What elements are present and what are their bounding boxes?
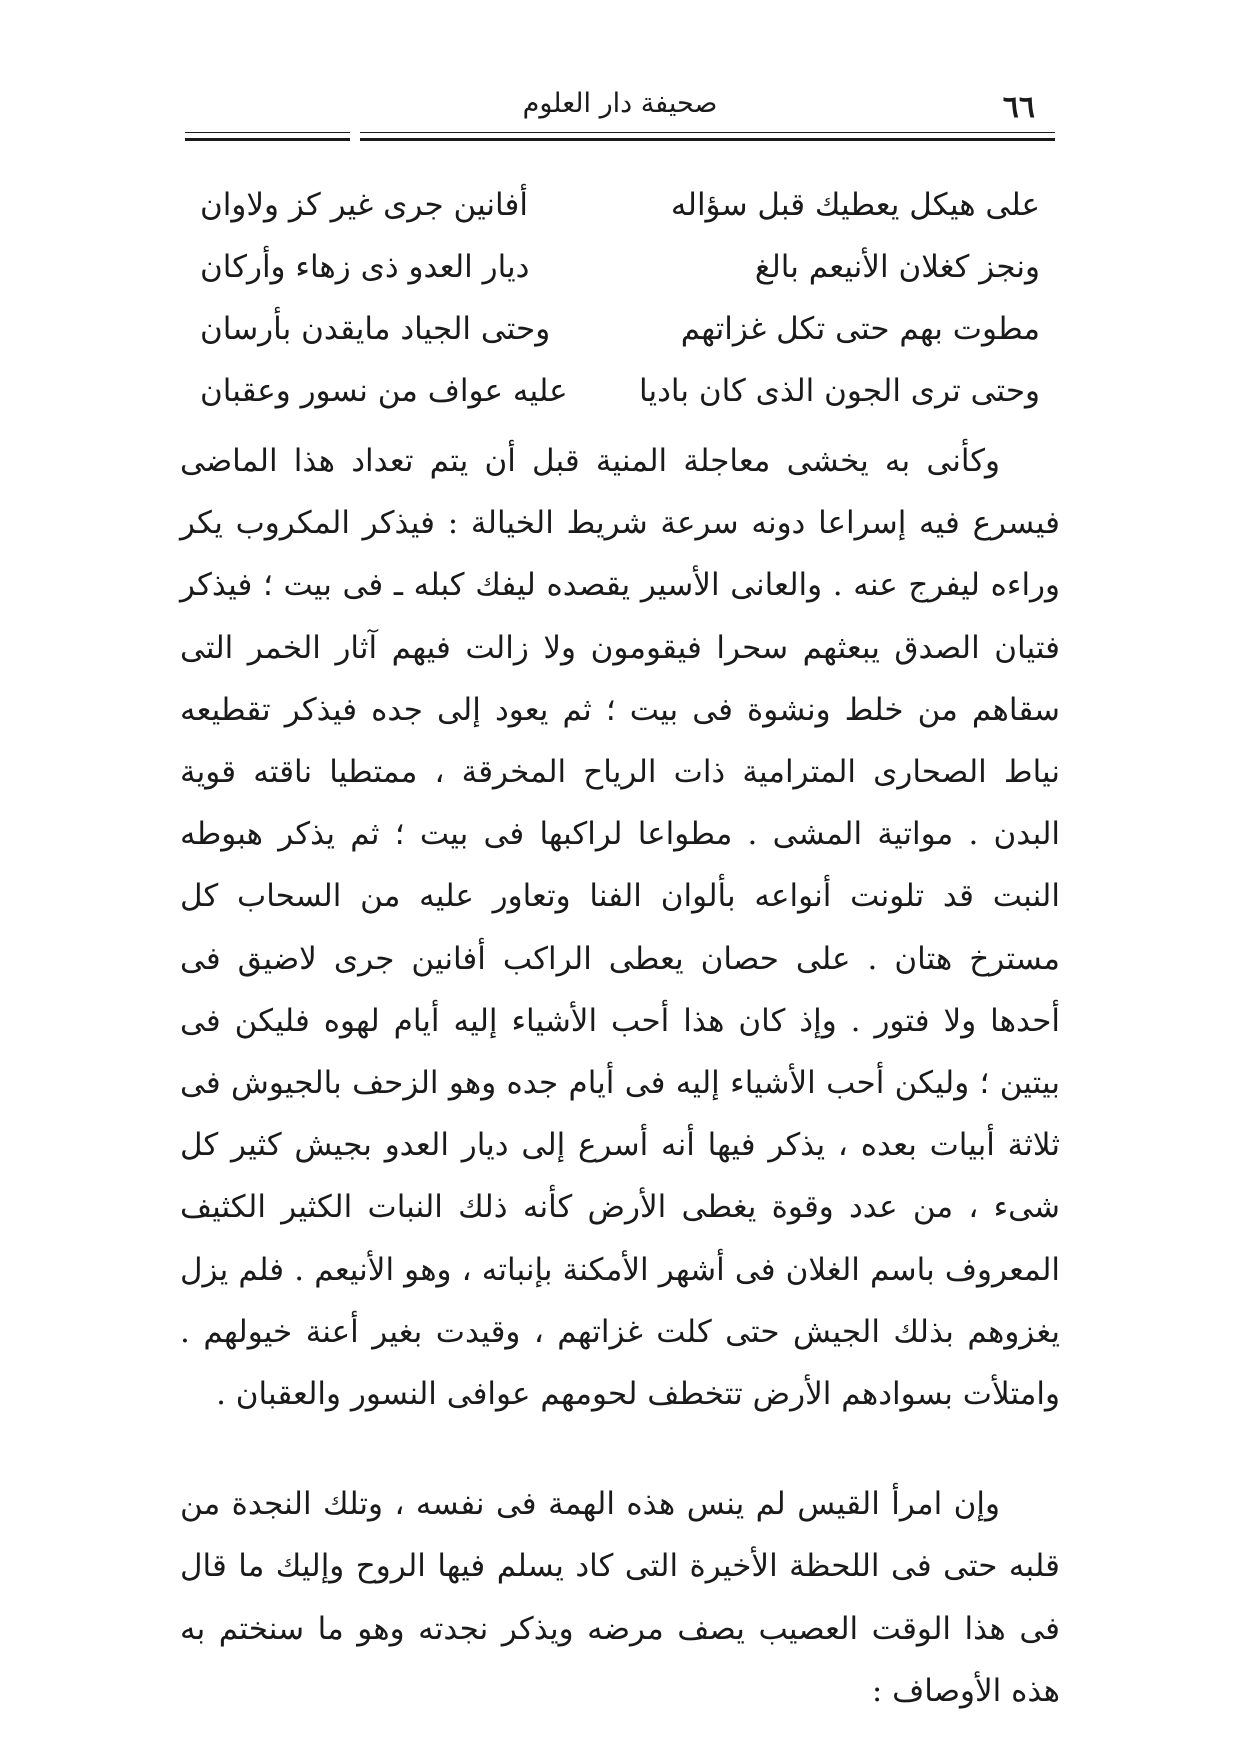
poem-verses (200, 174, 1040, 422)
header-rule-break (350, 128, 360, 144)
verse-line (200, 360, 1040, 422)
verse-first-hemistich: وحتى ترى الجون الذى كان باديا (639, 373, 1040, 409)
header-rule-thin (185, 132, 1055, 133)
verse-first-hemistich: مطوت بهم حتى تكل غزاتهم (680, 311, 1040, 347)
verse-line (200, 298, 1040, 360)
page-header (185, 86, 1055, 126)
verse-first-hemistich: ونجز كغلان الأنيعم بالغ (754, 249, 1040, 285)
verse-second-hemistich: ديار العدو ذى زهاء وأركان (200, 249, 530, 285)
verse-line (200, 236, 1040, 298)
page-number: ٦٦ (1002, 90, 1035, 125)
verse-second-hemistich: أفانين جرى غير كز ولاوان (200, 187, 528, 223)
body-text (180, 430, 1060, 1722)
paragraph: وإن امرأ القيس لم ينس هذه الهمة فى نفسه ، وتلك النجدة من قلبه حتى فى اللحظة الأخيرة التى كاد يسلم فيها الروح وإليك ما قال فى هذا الوقت العصيب يصف مرضه ويذكر نجدته وهو ما سنختم به هذه الأوصاف : (180, 1486, 1060, 1709)
header-rule-thick (185, 138, 1055, 141)
paragraph: وكأنى به يخشى معاجلة المنية قبل أن يتم تعداد هذا الماضى فيسرع فيه إسراعا دونه سرعة شريط الخيالة : فيذكر المكروب يكر وراءه ليفرج عنه . والعانى الأسير يقصده ليفك كبله ـ فى بيت ؛ فيذكر فتيان الصدق يبعثهم سحرا فيقومون ولا زالت فيهم آثار الخمر التى سقاهم من خلط ونشوة فى بيت ؛ ثم يعود إلى جده فيذكر تقطيعه نياط الصحارى المترامية ذات الرياح المخرقة ، ممتطيا ناقته قوية البدن . مواتية المشى . مطواعا لراكبها فى بيت ؛ ثم يذكر هبوطه النبت قد تلونت أنواعه بألوان الفنا وتعاور عليه من السحاب كل مسترخ هتان . على حصان يعطى الراكب أفانين جرى لاضيق فى أحدها ولا فتور . وإذ كان هذا أحب الأشياء إليه أيام لهوه فليكن فى بيتين ؛ وليكن أحب الأشياء إليه فى أيام جده وهو الزحف بالجيوش فى ثلاثة أبيات بعده ، يذكر فيها أنه أسرع إلى ديار العدو بجيش كثير كل شىء ، من عدد وقوة يغطى الأرض كأنه ذلك النبات الكثير الكثيف المعروف باسم الغلان فى أشهر الأمكنة بإنباته ، وهو الأنيعم . فلم يزل يغزوهم بذلك الجيش حتى كلت غزاتهم ، وقيدت بغير أعنة خيولهم . وامتلأت بسوادهم الأرض تتخطف لحومهم عوافى النسور والعقبان . (180, 443, 1060, 1413)
verse-second-hemistich: وحتى الجياد مايقدن بأرسان (200, 311, 551, 347)
verse-line (200, 174, 1040, 236)
verse-second-hemistich: عليه عواف من نسور وعقبان (200, 373, 568, 409)
verse-first-hemistich: على هيكل يعطيك قبل سؤاله (670, 187, 1040, 223)
running-title: صحيفة دار العلوم (522, 88, 718, 119)
